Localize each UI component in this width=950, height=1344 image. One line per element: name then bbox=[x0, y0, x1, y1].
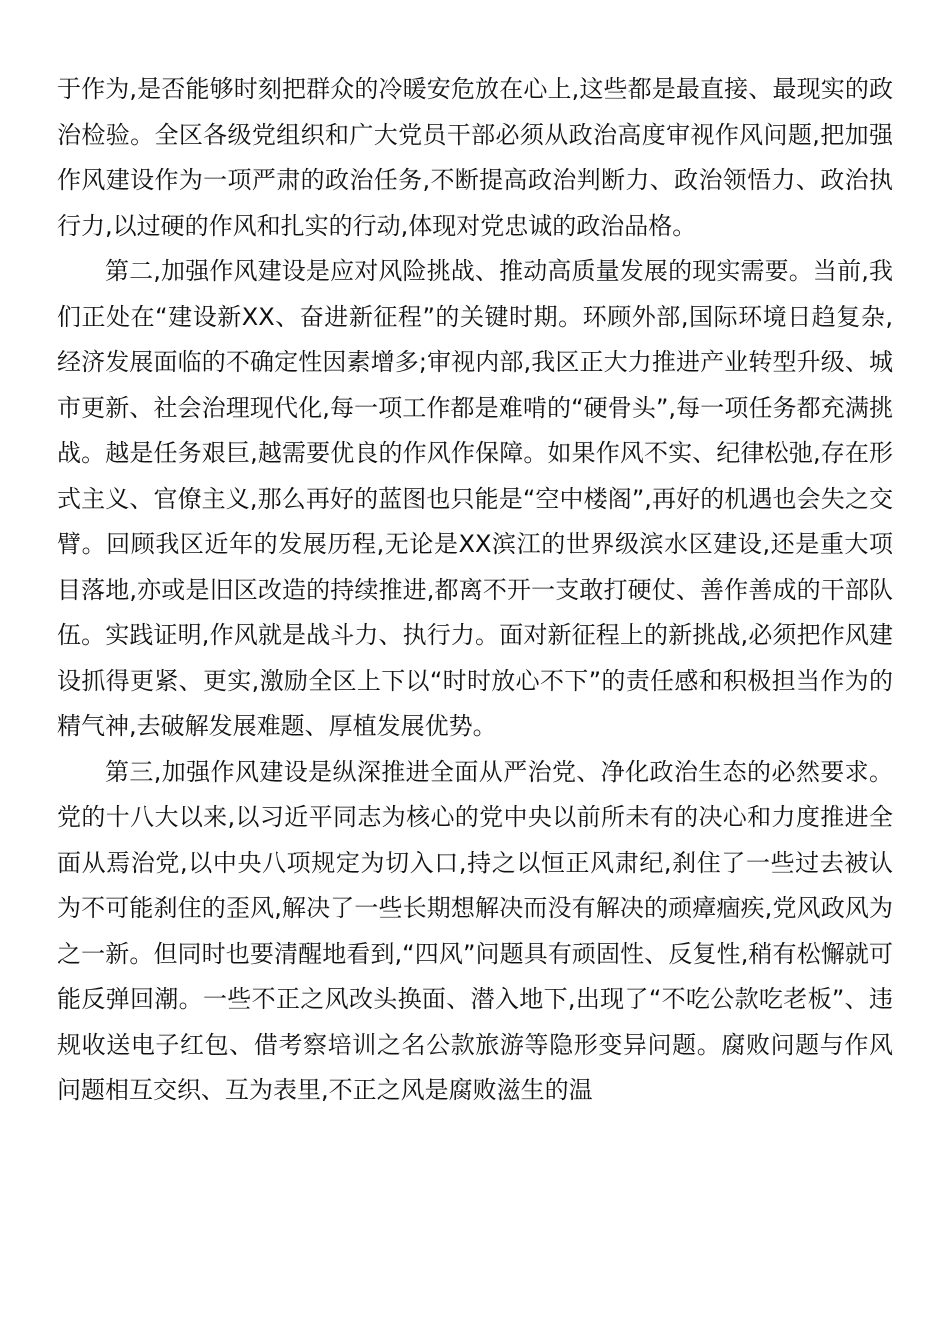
paragraph-3: 第三,加强作风建设是纵深推进全面从严治党、净化政治生态的必然要求。党的十八大以来,以习近平同志为核心的党中央以前所未有的决心和力度推进全面从焉治党,以中央八项规定为切入口,持之以恒正风肃纪,刹住了一些过去被认为不可能刹住的歪风,解决了一些长期想解决而没有解决的顽瘴痼疾,党风政风为之一新。但同时也要清醒地看到,“四风”问题具有顽固性、反复性,稍有松懈就可能反弹回潮。一些不正之风改头换面、潜入地下,出现了“不吃公款吃老板”、违规收送电子红包、借考察培训之名公款旅游等隐形变异问题。腐败问题与作风问题相互交织、互为表里,不正之风是腐败滋生的温 bbox=[57, 757, 893, 1104]
paragraph-1: 于作为,是否能够时刻把群众的冷暖安危放在心上,这些都是最直接、最现实的政治检验。全区各级党组织和广大党员干部必须从政治高度审视作风问题,把加强作风建设作为一项严肃的政治任务,不断提高政治判断力、政治领悟力、政治执行力,以过硬的作风和扎实的行动,体现对党忠诚的政治品格。 bbox=[57, 75, 893, 240]
paragraph-2: 第二,加强作风建设是应对风险挑战、推动高质量发展的现实需要。当前,我们正处在“建设新XX、奋进新征程”的关键时期。环顾外部,国际环境日趋复杂,经济发展面临的不确定性因素增多;审视内部,我区正大力推进产业转型升级、城市更新、社会治理现代化,每一项工作都是难啃的“硬骨头”,每一项任务都充满挑战。越是任务艰巨,越需要优良的作风作保障。如果作风不实、纪律松弛,存在形式主义、官僚主义,那么再好的蓝图也只能是“空中楼阁”,再好的机遇也会失之交臂。回顾我区近年的发展历程,无论是XX滨江的世界级滨水区建设,还是重大项目落地,亦或是旧区改造的持续推进,都离不开一支敢打硬仗、善作善成的干部队伍。实践证明,作风就是战斗力、执行力。面对新征程上的新挑战,必须把作风建设抓得更紧、更实,激励全区上下以“时时放心不下”的责任感和积极担当作为的精气神,去破解发展难题、厚植发展优势。 bbox=[57, 257, 893, 740]
document-body bbox=[57, 67, 893, 1114]
